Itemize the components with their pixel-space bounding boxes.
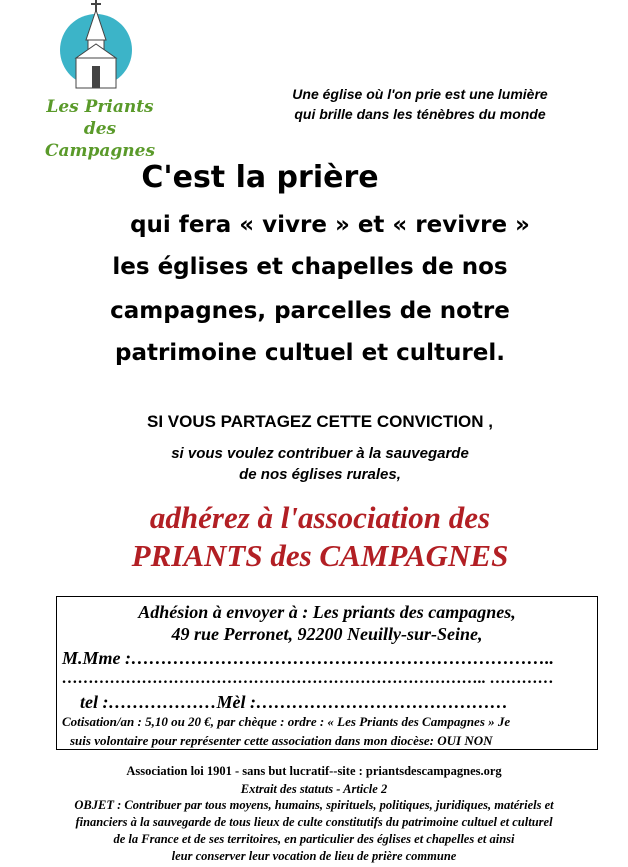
form-address-field: …………………………………………………………………….. ………… bbox=[62, 670, 554, 687]
logo-line-1: Les Priants bbox=[46, 97, 154, 117]
motto bbox=[250, 84, 590, 124]
footer-object-3: de la France et de ses territoires, en particulier des églises et chapelles et ainsi bbox=[113, 832, 515, 846]
call-line-1: adhérez à l'association des bbox=[149, 500, 491, 535]
main-title: C'est la prière bbox=[141, 160, 379, 195]
sub-line-2: de nos églises rurales, bbox=[239, 466, 401, 483]
form-address-line-2: 49 rue Perronet, 92200 Neuilly-sur-Seine, bbox=[171, 624, 483, 644]
footer-object-2: financiers à la sauvegarde de tous lieux de culte constitutifs du patrimoine cultuel et culturel bbox=[75, 815, 553, 829]
logo-text bbox=[30, 96, 170, 162]
conviction-heading: SI VOUS PARTAGEZ CETTE CONVICTION , bbox=[146, 412, 493, 431]
form-name-field: M.Mme :…………………………………………………………….. bbox=[62, 648, 554, 668]
footer-association: Association loi 1901 - sans but lucratif--site : priantsdescampagnes.org bbox=[126, 764, 502, 778]
footer-object-1: OBJET : Contribuer par tous moyens, humains, spirituels, politiques, juridiques, matériels et bbox=[74, 798, 554, 812]
main-line-2: les églises et chapelles de nos bbox=[112, 254, 508, 280]
main-line-3: campagnes, parcelles de notre bbox=[110, 298, 510, 324]
motto-line-2: qui brille dans les ténèbres du monde bbox=[294, 106, 546, 122]
motto-line-1: Une église où l'on prie est une lumière bbox=[292, 86, 548, 102]
form-address-line-1: Adhésion à envoyer à : Les priants des campagnes, bbox=[138, 602, 516, 622]
call-line-2: PRIANTS des CAMPAGNES bbox=[131, 538, 509, 573]
footer-statutes: Extrait des statuts - Article 2 bbox=[240, 782, 388, 796]
form-fee-text: Cotisation/an : 5,10 ou 20 €, par chèque : ordre : « Les Priants des Campagnes » Je bbox=[62, 714, 511, 729]
logo-line-2: des Campagnes bbox=[44, 119, 156, 161]
main-line-4: patrimoine cultuel et culturel. bbox=[114, 340, 505, 366]
main-line-1: qui fera « vivre » et « revivre » bbox=[130, 212, 530, 238]
footer-object-4: leur conserver leur vocation de lieu de prière commune bbox=[171, 849, 457, 863]
form-volunteer-text: suis volontaire pour représenter cette association dans mon diocèse: OUI NON bbox=[70, 733, 493, 748]
sub-line-1: si vous voulez contribuer à la sauvegarde bbox=[171, 445, 469, 462]
form-contact-field: tel :………………Mèl :…………………………………… bbox=[80, 692, 508, 712]
